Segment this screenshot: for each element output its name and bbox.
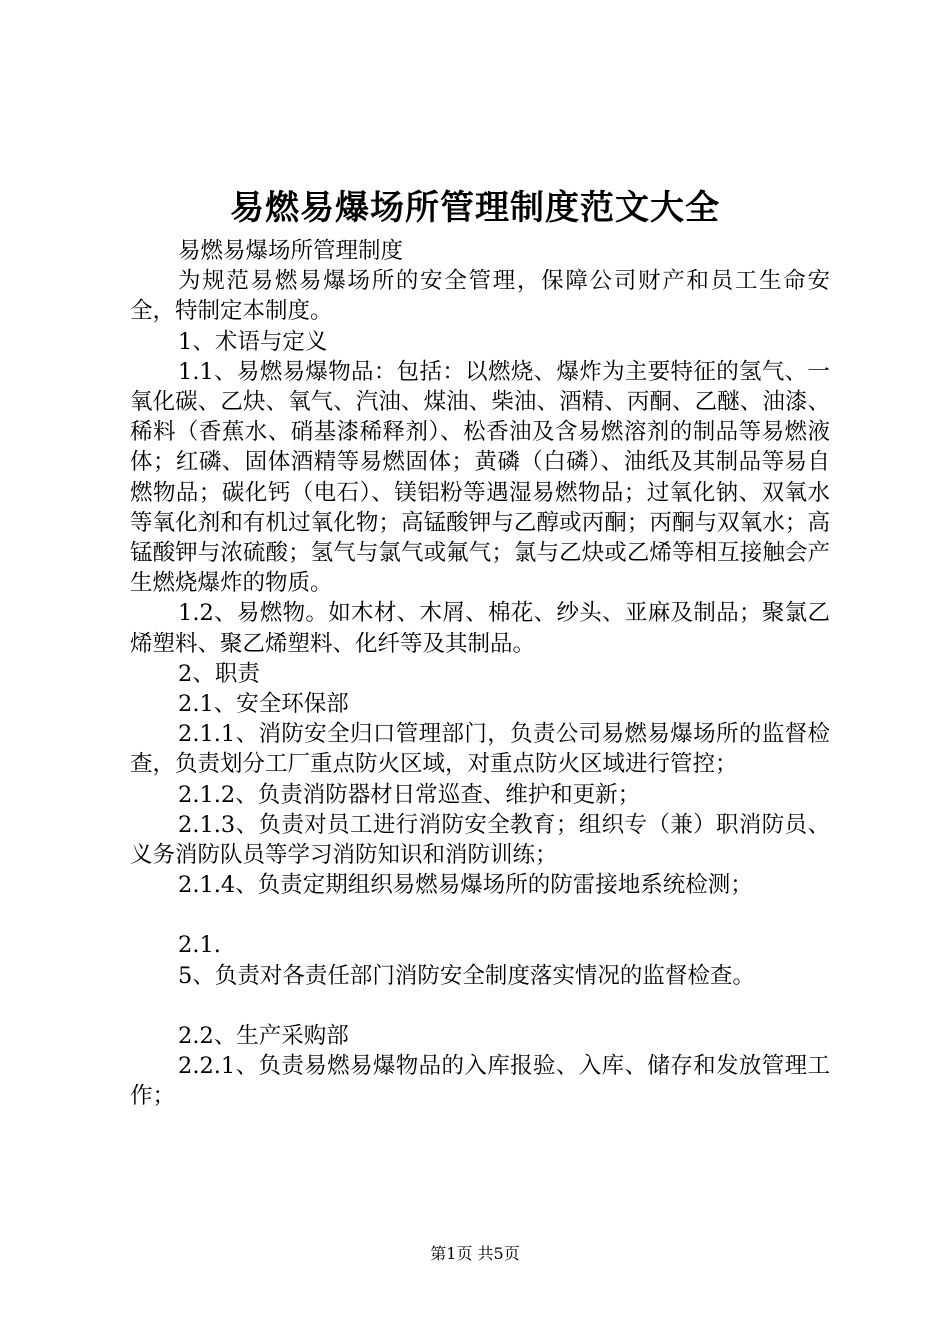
paragraph-1-1: 1.1、易燃易爆物品：包括：以燃烧、爆炸为主要特征的氢气、一氧化碳、乙炔、氧气、汽油、煤油、柴油、酒精、丙酮、乙醚、油漆、稀料（香蕉水、硝基漆稀释剂）、松香油及含易燃溶剂的制品等易燃液体；红磷、固体酒精等易燃固体；黄磷（白磷）、油纸及其制品等易自燃物品；碳化钙（电石）、镁铝粉等遇湿易燃物品；过氧化钠、双氧水等氧化剂和有机过氧化物；高锰酸钾与乙醇或丙酮；丙酮与双氧水；高锰酸钾与浓硫酸；氢气与氯气或氟气；氯与乙炔或乙烯等相互接触会产生燃烧爆炸的物质。	[130, 358, 830, 597]
blank-line	[130, 900, 830, 930]
document-body	[130, 236, 830, 1111]
paragraph-2-1-4: 2.1.4、负责定期组织易燃易爆场所的防雷接地系统检测；	[178, 872, 753, 899]
paragraph-purpose: 为规范易燃易爆场所的安全管理，保障公司财产和员工生命安全，特制定本制度。	[130, 268, 830, 325]
paragraph-2-1-fragment: 2.1.	[178, 932, 221, 959]
document-title: 易燃易爆场所管理制度范文大全	[230, 188, 720, 228]
section-heading-2-1: 2.1、安全环保部	[178, 691, 349, 718]
section-heading-2: 2、职责	[178, 660, 260, 687]
paragraph-1-2: 1.2、易燃物。如木材、木屑、棉花、纱头、亚麻及制品；聚氯乙烯塑料、聚乙烯塑料、化纤等及其制品。	[130, 600, 830, 657]
paragraph-2-1-5: 5、负责对各责任部门消防安全制度落实情况的监督检查。	[178, 962, 755, 989]
paragraph-2-1-2: 2.1.2、负责消防器材日常巡查、维护和更新；	[178, 781, 641, 808]
paragraph-2-1-1: 2.1.1、消防安全归口管理部门，负责公司易燃易爆场所的监督检查，负责划分工厂重点防火区域，对重点防火区域进行管控；	[130, 721, 830, 778]
paragraph-subtitle: 易燃易爆场所管理制度	[178, 238, 404, 264]
paragraph-2-1-3: 2.1.3、负责对员工进行消防安全教育；组织专（兼）职消防员、义务消防队员等学习消防知识和消防训练；	[130, 811, 830, 869]
page-number-footer: 第1页 共5页	[430, 1244, 520, 1263]
section-heading-1: 1、术语与定义	[178, 328, 328, 355]
paragraph-2-2-1: 2.2.1、负责易燃易爆物品的入库报验、入库、储存和发放管理工作；	[130, 1053, 830, 1110]
blank-line	[130, 991, 830, 1021]
section-heading-2-2: 2.2、生产采购部	[178, 1022, 349, 1049]
